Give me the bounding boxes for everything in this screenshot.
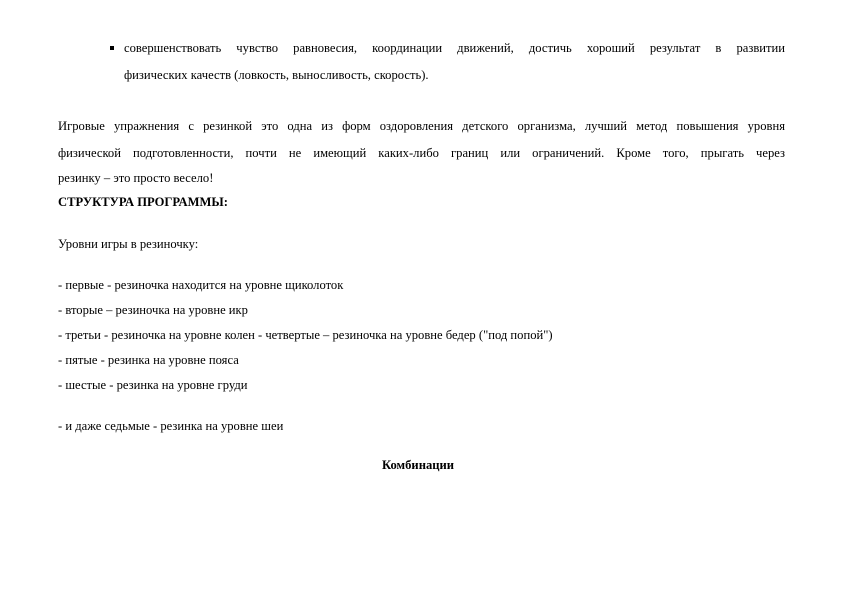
combinations-heading: Комбинации [382, 458, 455, 472]
level-item-2: - вторые – резиночка на уровне икр [58, 303, 248, 317]
levels-heading: Уровни игры в резиночку: [58, 237, 199, 251]
level-item-5: - шестые - резинка на уровне груди [58, 378, 248, 392]
intro-paragraph-line-3: резинку – это просто весело! [58, 171, 214, 185]
level-item-3: - третьи - резиночка на уровне колен - четвертые – резиночка на уровне бедер ("под попой") [58, 328, 553, 342]
intro-paragraph-line-2: физической подготовленности, почти не имеющий каких-либо границ или ограничений. Кроме того, прыгать через [58, 146, 785, 160]
structure-heading: СТРУКТУРА ПРОГРАММЫ: [58, 195, 228, 209]
bullet-text-line-2: физических качеств (ловкость, выносливость, скорость). [124, 68, 429, 82]
intro-paragraph-line-1: Игровые упражнения с резинкой это одна из форм оздоровления детского организма, лучший метод повышения уровня [58, 119, 785, 133]
square-bullet-icon [110, 46, 114, 50]
level-item-4: - пятые - резинка на уровне пояса [58, 353, 239, 367]
bullet-text-line-1: совершенствовать чувство равновесия, координации движений, достичь хороший результат в развитии [124, 41, 785, 55]
level-item-1: - первые - резиночка находится на уровне щиколоток [58, 278, 344, 292]
level-item-6: - и даже седьмые - резинка на уровне шеи [58, 419, 284, 433]
